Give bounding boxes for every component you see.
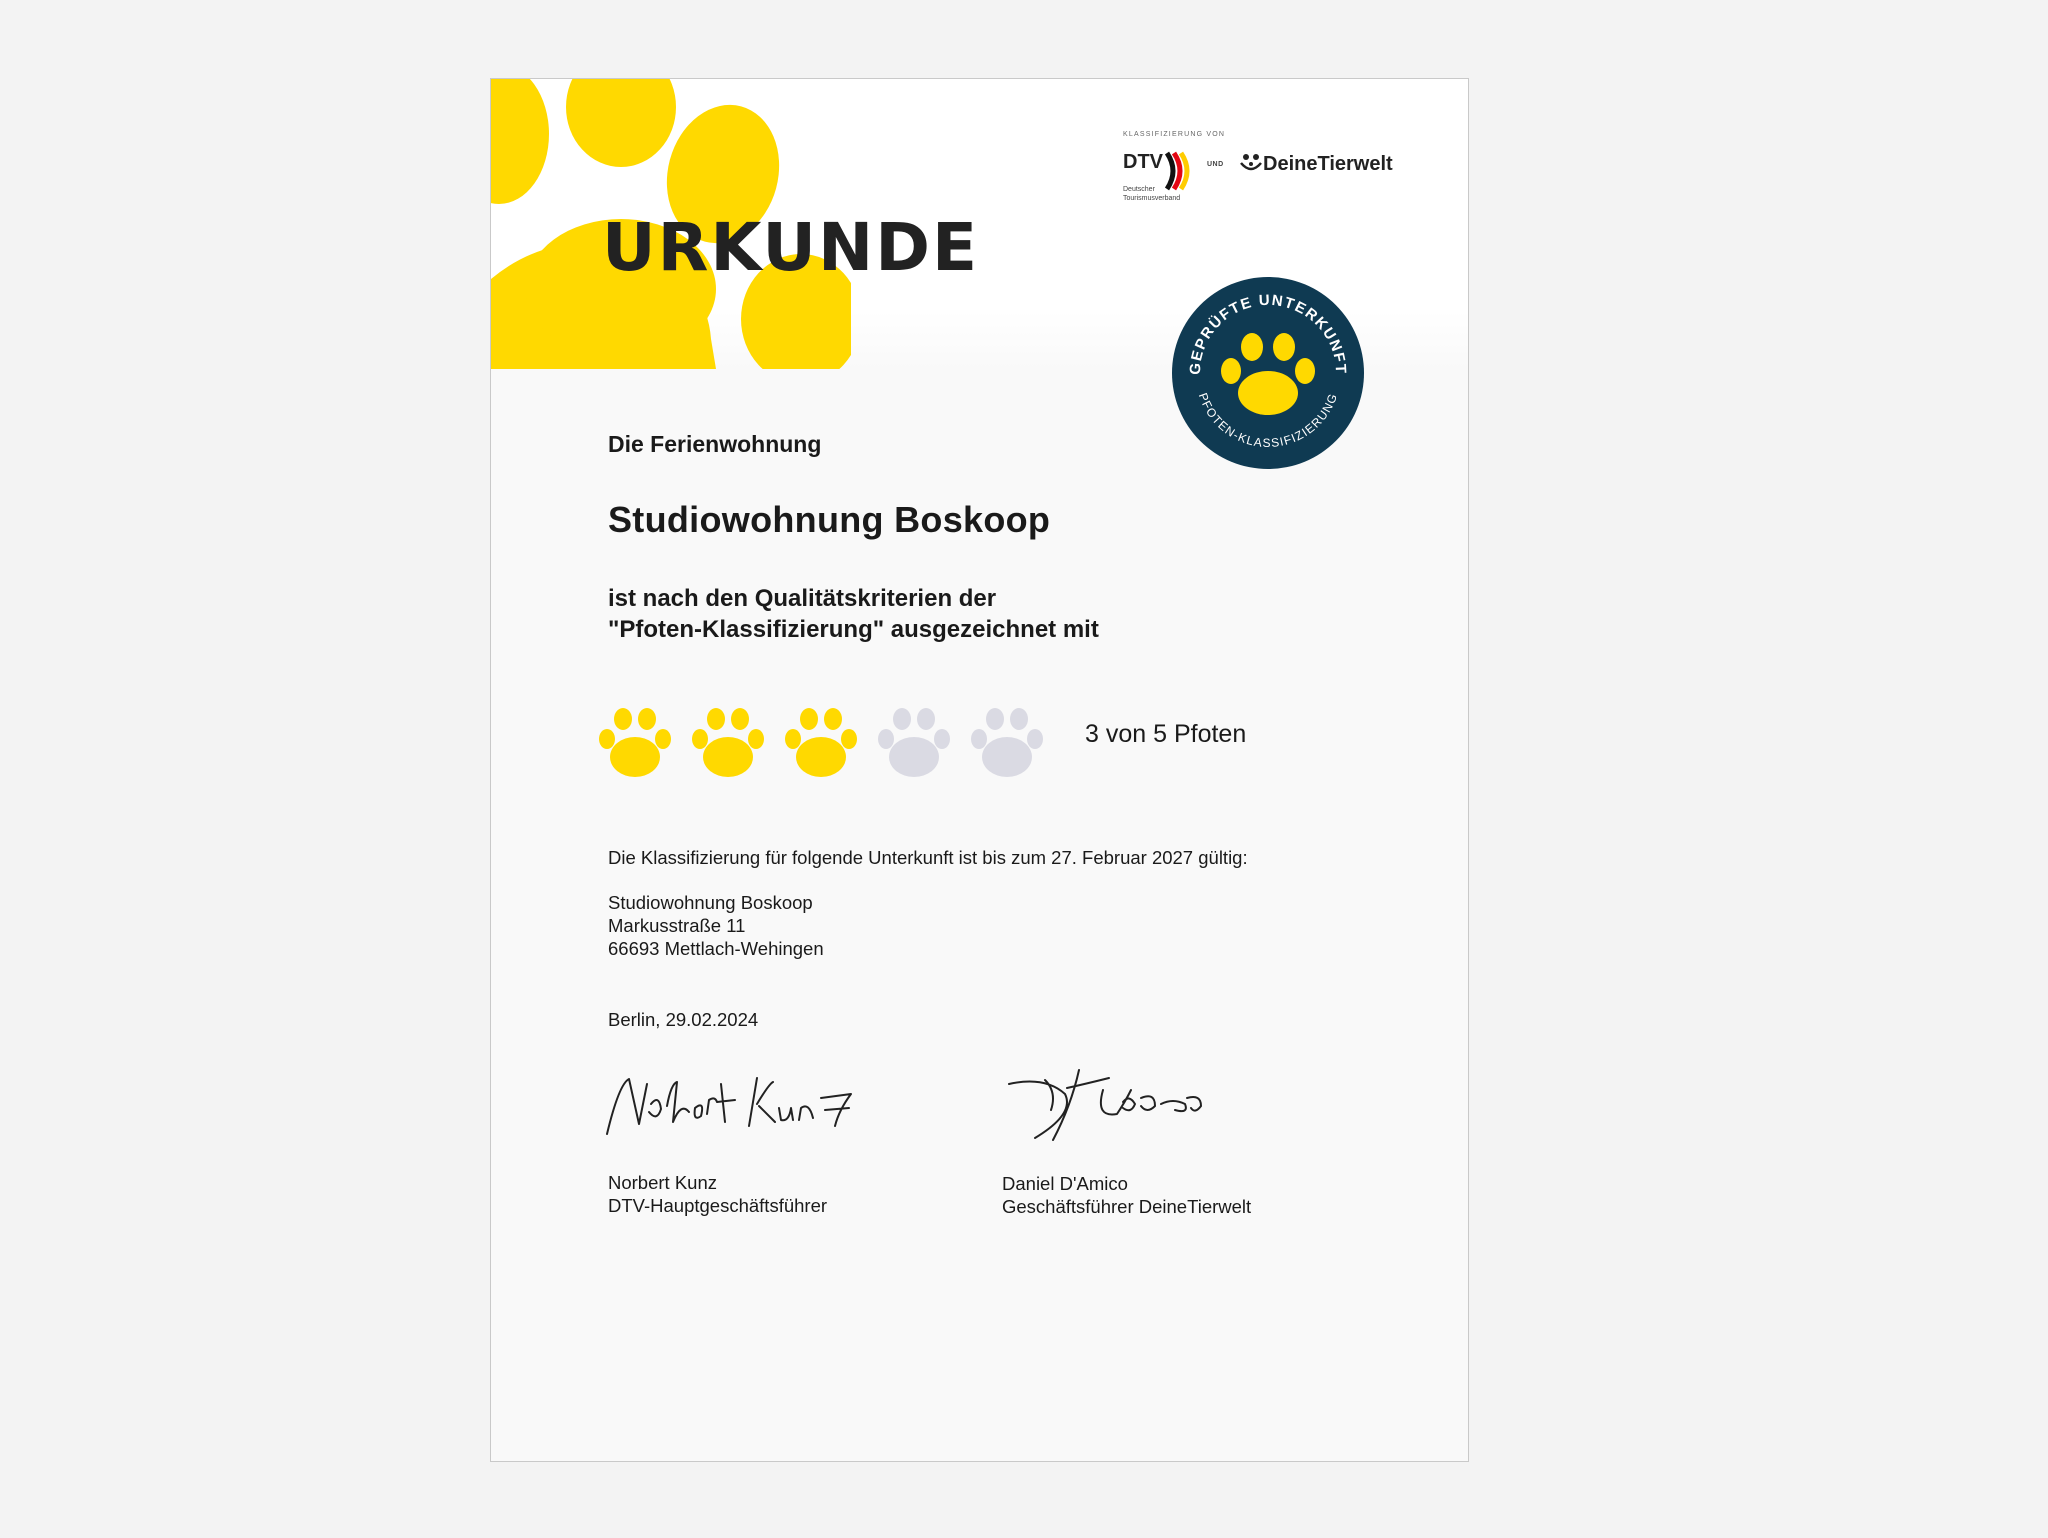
deinetierwelt-logo-icon <box>1237 149 1265 177</box>
criteria-text <box>608 583 1099 645</box>
verified-badge <box>1170 275 1366 471</box>
address-line: Markusstraße 11 <box>608 915 746 936</box>
signer-block-2 <box>1002 1172 1251 1218</box>
badge-bottom-text: PFOTEN-KLASSIFIZIERUNG <box>1195 390 1341 451</box>
signature-damico <box>1005 1054 1215 1154</box>
paw-icon-filled <box>599 708 671 777</box>
address-line: 66693 Mettlach-Wehingen <box>608 938 824 959</box>
dtv-subtitle: Deutscher Tourismusverband <box>1123 186 1181 202</box>
deinetierwelt-logo: DeineTierwelt <box>1263 153 1393 175</box>
criteria-line-1: ist nach den Qualitätskriterien der <box>608 585 997 612</box>
signer-name: Norbert Kunz <box>608 1172 717 1193</box>
certificate-title: URKUNDE <box>602 209 980 286</box>
property-name: Studiowohnung Boskoop <box>608 499 1051 540</box>
signature-text: D'Amico <box>1005 1054 1009 1055</box>
paw-rating <box>597 699 1057 789</box>
paw-icon-filled <box>692 708 764 777</box>
certificate-page <box>490 78 1469 1462</box>
address-line: Studiowohnung Boskoop <box>608 892 813 913</box>
property-type-label: Die Ferienwohnung <box>608 431 822 457</box>
signer-role: Geschäftsführer DeineTierwelt <box>1002 1196 1252 1217</box>
paw-icon-filled <box>785 708 857 777</box>
signature-norbert-kunz <box>599 1064 869 1154</box>
address-block <box>608 891 824 960</box>
paw-icon-empty <box>878 708 950 777</box>
paw-icon-empty <box>971 708 1043 777</box>
signer-role: DTV-Hauptgeschäftsführer <box>608 1195 828 1216</box>
classification-by-label: KLASSIFIZIERUNG VON <box>1123 131 1226 138</box>
and-label: UND <box>1207 161 1224 168</box>
date-line: Berlin, 29.02.2024 <box>608 1009 759 1030</box>
badge-top-text: GEPRÜFTE UNTERKUNFT <box>1186 291 1350 376</box>
partner-logos <box>1123 131 1423 221</box>
dtv-logo: DTV <box>1123 151 1163 173</box>
signer-name: Daniel D'Amico <box>1002 1173 1128 1194</box>
rating-text: 3 von 5 Pfoten <box>1085 720 1247 748</box>
signer-block-1 <box>608 1171 827 1217</box>
validity-text: Die Klassifizierung für folgende Unterkunft ist bis zum 27. Februar 2027 gültig: <box>608 847 1248 868</box>
criteria-line-2: "Pfoten-Klassifizierung" ausgezeichnet mit <box>608 616 1099 643</box>
